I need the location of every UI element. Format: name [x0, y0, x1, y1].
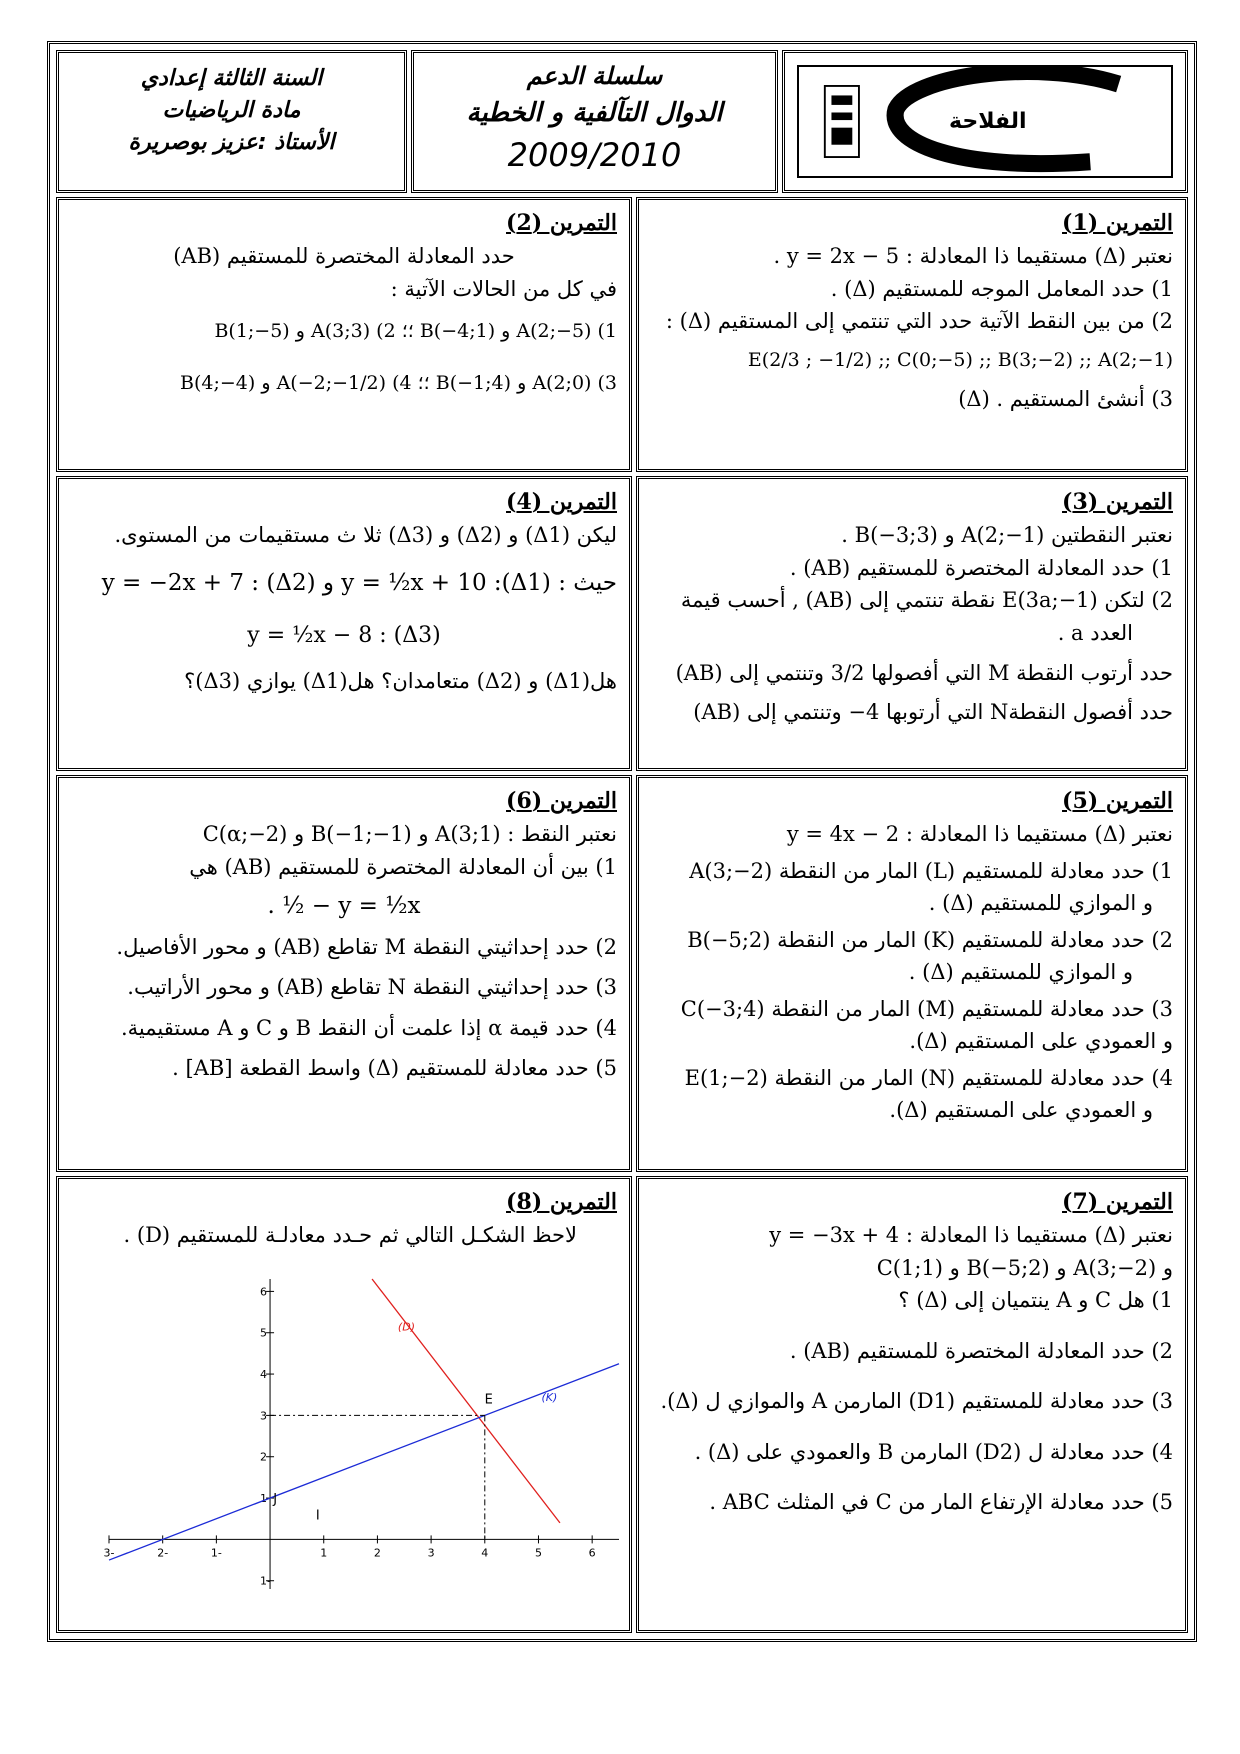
- ex1-points: E(2/3 ; −1/2) ;; C(0;−5) ;; B(3;−2) ;; A(2;−1): [747, 348, 1173, 371]
- ex5-line: 1) حدد معادلة للمستقيم (L) المار من النقطة A(3;−2): [689, 858, 1173, 883]
- ex6-line: 4) حدد قيمة α إذا علمت أن النقط B و C و A مستقيمية.: [120, 1015, 617, 1040]
- ex7-line: 1) هل C و A ينتميان إلى (Δ) ؟: [898, 1288, 1173, 1313]
- exercise-5-title: التمرين (5): [1062, 788, 1173, 814]
- ex4-question: هل(Δ1) و (Δ2) متعامدان؟ هل(Δ1) يوازي (Δ3)؟: [184, 669, 617, 694]
- school-year: 2009/2010: [507, 136, 682, 174]
- ex5-line: و الموازي للمستقيم (Δ) .: [928, 891, 1153, 916]
- topic-title: الدوال التآلفية و الخطية: [466, 98, 723, 128]
- y-tick-label: 5: [260, 1326, 268, 1340]
- header-logo-box: [782, 50, 1188, 193]
- ex1-line: 3) أنشئ المستقيم . (Δ): [958, 387, 1173, 412]
- ex3-line: حدد أفصول النقطةN التي أرتوبها 4− وتنتمي إلى (AB): [693, 699, 1173, 724]
- exercise-2: [56, 197, 632, 472]
- header-school-box: [56, 50, 407, 193]
- ex2-case: 3) A(2;0) و B(−1;4) ؛؛ 4) A(−2;−1/2) و B(4;−4): [180, 371, 617, 394]
- ex6-line: نعتبر النقط : A(3;1) و B(−1;−1) و C(α;−2): [202, 822, 617, 847]
- ex5-line: و العمودي على المستقيم (Δ).: [889, 1098, 1153, 1123]
- ex6-line: 5) حدد معادلة للمستقيم (Δ) واسط القطعة [AB] .: [172, 1056, 617, 1081]
- x-tick-label: 5: [534, 1546, 542, 1560]
- exercise-1: [636, 197, 1188, 472]
- ex3-line: العدد a .: [1057, 620, 1133, 645]
- ex1-line: 2) من بين النقط الآتية حدد التي تنتمي إلى المستقيم (Δ) :: [665, 309, 1173, 334]
- exercise-1-title: التمرين (1): [1062, 210, 1173, 236]
- ex5-line: 2) حدد معادلة للمستقيم (K) المار من النقطة B(−5;2): [687, 927, 1173, 952]
- exercise-3-title: التمرين (3): [1062, 489, 1173, 515]
- ex4-equation: (Δ3) : y = ½x − 8: [247, 623, 441, 649]
- x-tick-label: 4: [481, 1546, 489, 1560]
- series-label: (K): [541, 1390, 558, 1404]
- y-tick-label: 2: [260, 1450, 268, 1464]
- ex2-line: في كل من الحالات الآتية :: [390, 276, 617, 301]
- y-tick-label: 1: [260, 1492, 268, 1506]
- header-title-box: [411, 50, 778, 193]
- y-tick-label: 4: [260, 1368, 268, 1382]
- y-tick-label: 3: [260, 1409, 268, 1423]
- ex2-line: حدد المعادلة المختصرة للمستقيم (AB): [173, 244, 515, 269]
- ex7-line: 5) حدد معادلة الإرتفاع المار من C في المثلث ABC .: [709, 1490, 1173, 1515]
- logo-text: الفلاحة: [949, 109, 1027, 134]
- exercise-6: [56, 775, 632, 1172]
- exercise-4: [56, 476, 632, 771]
- exercise-3: [636, 476, 1188, 771]
- ex7-line: 3) حدد معادلة للمستقيم (D1) المارمن A والموازي ل (Δ).: [660, 1389, 1173, 1414]
- ex5-line: و الموازي للمستقيم (Δ) .: [908, 960, 1133, 985]
- ex1-line: نعتبر (Δ) مستقيما ذا المعادلة : y = 2x − 5 .: [773, 244, 1173, 269]
- logo: [797, 65, 1173, 178]
- exercise-8-title: التمرين (8): [506, 1189, 617, 1215]
- point-label: J: [273, 1492, 278, 1508]
- school-subject: مادة الرياضيات: [162, 98, 301, 123]
- y-tick-label: 6: [260, 1285, 268, 1299]
- x-tick-label: 6: [588, 1546, 596, 1560]
- series-title: سلسلة الدعم: [526, 62, 663, 90]
- ex8-line: لاحظ الشكـل التالي ثم حـدد معادلـة للمستقيم (D) .: [123, 1223, 577, 1248]
- series-line: [372, 1279, 560, 1523]
- ex1-line: 1) حدد المعامل الموجه للمستقيم (Δ) .: [830, 276, 1173, 301]
- ex3-line: 1) حدد المعادلة المختصرة للمستقيم (AB) .: [789, 555, 1173, 580]
- ex4-line: ليكن (Δ1) و (Δ2) و (Δ3) ثلا ث مستقيمات من المستوى.: [114, 523, 617, 548]
- ex2-case: 1) A(2;−5) و B(−4;1) ؛؛ 2) A(3;3) و B(1;−5): [214, 320, 617, 343]
- ex5-line: 4) حدد معادلة للمستقيم (N) المار من النقطة E(1;−2): [684, 1065, 1173, 1090]
- exercise-5: [636, 775, 1188, 1172]
- ex3-line: نعتبر النقطتين A(2;−1) و B(−3;3) .: [841, 523, 1173, 548]
- ex7-line: نعتبر (Δ) مستقيما ذا المعادلة : y = −3x + 4: [769, 1223, 1173, 1248]
- exercise-8: [56, 1176, 632, 1633]
- coordinate-graph: [89, 1269, 629, 1609]
- ex6-line: 2) حدد إحداثيتي النقطة M تقاطع (AB) و محور الأفاصيل.: [116, 934, 617, 959]
- ex5-line: نعتبر (Δ) مستقيما ذا المعادلة : y = 4x − 2: [786, 822, 1173, 847]
- exercise-7: [636, 1176, 1188, 1633]
- ex7-line: 2) حدد المعادلة المختصرة للمستقيم (AB) .: [789, 1338, 1173, 1363]
- x-tick-label: 2: [373, 1546, 381, 1560]
- exercise-7-title: التمرين (7): [1062, 1189, 1173, 1215]
- school-level: السنة الثالثة إعدادي: [140, 66, 323, 91]
- ex6-line: 3) حدد إحداثيتي النقطة N تقاطع (AB) و محور الأراتيب.: [127, 975, 617, 1000]
- exercise-4-title: التمرين (4): [506, 489, 617, 515]
- ex3-line: حدد أرتوب النقطة M التي أفصولها 3/2 وتنتمي إلى (AB): [675, 661, 1173, 686]
- exercise-6-title: التمرين (6): [506, 788, 617, 814]
- x-tick-label: 1: [320, 1546, 328, 1560]
- y-tick-label: -1: [260, 1574, 272, 1588]
- point-label: I: [315, 1508, 320, 1524]
- ex7-line: 4) حدد معادلة ل (D2) المارمن B والعمودي على (Δ) .: [694, 1439, 1173, 1464]
- ex4-equations: حيث : (Δ1): y = ½x + 10 و (Δ2) : y = −2x + 7: [101, 569, 617, 596]
- ex7-line: و A(3;−2) و B(−5;2) و C(1;1): [876, 1255, 1173, 1280]
- point-label: E: [484, 1392, 493, 1408]
- series-label: (D): [397, 1320, 415, 1334]
- x-tick-label: 3: [427, 1546, 435, 1560]
- ex6-line: 1) بين أن المعادلة المختصرة للمستقيم (AB) هي: [189, 854, 617, 879]
- x-tick-label: -2: [157, 1546, 169, 1560]
- x-tick-label: -1: [210, 1546, 222, 1560]
- ex3-line: 2) لتكن E(3a;−1) نقطة تنتمي إلى (AB) , أحسب قيمة: [680, 588, 1173, 613]
- ex5-line: 3) حدد معادلة للمستقيم (M) المار من النقطة C(−3;4): [680, 996, 1173, 1021]
- ex5-line: و العمودي على المستقيم (Δ).: [909, 1029, 1173, 1054]
- x-tick-label: -3: [103, 1546, 115, 1560]
- teacher-name: الأستاذ :عزيز بوصريرة: [128, 130, 335, 155]
- ex6-equation: y = ½x − ½ .: [267, 893, 421, 920]
- exercise-2-title: التمرين (2): [506, 210, 617, 236]
